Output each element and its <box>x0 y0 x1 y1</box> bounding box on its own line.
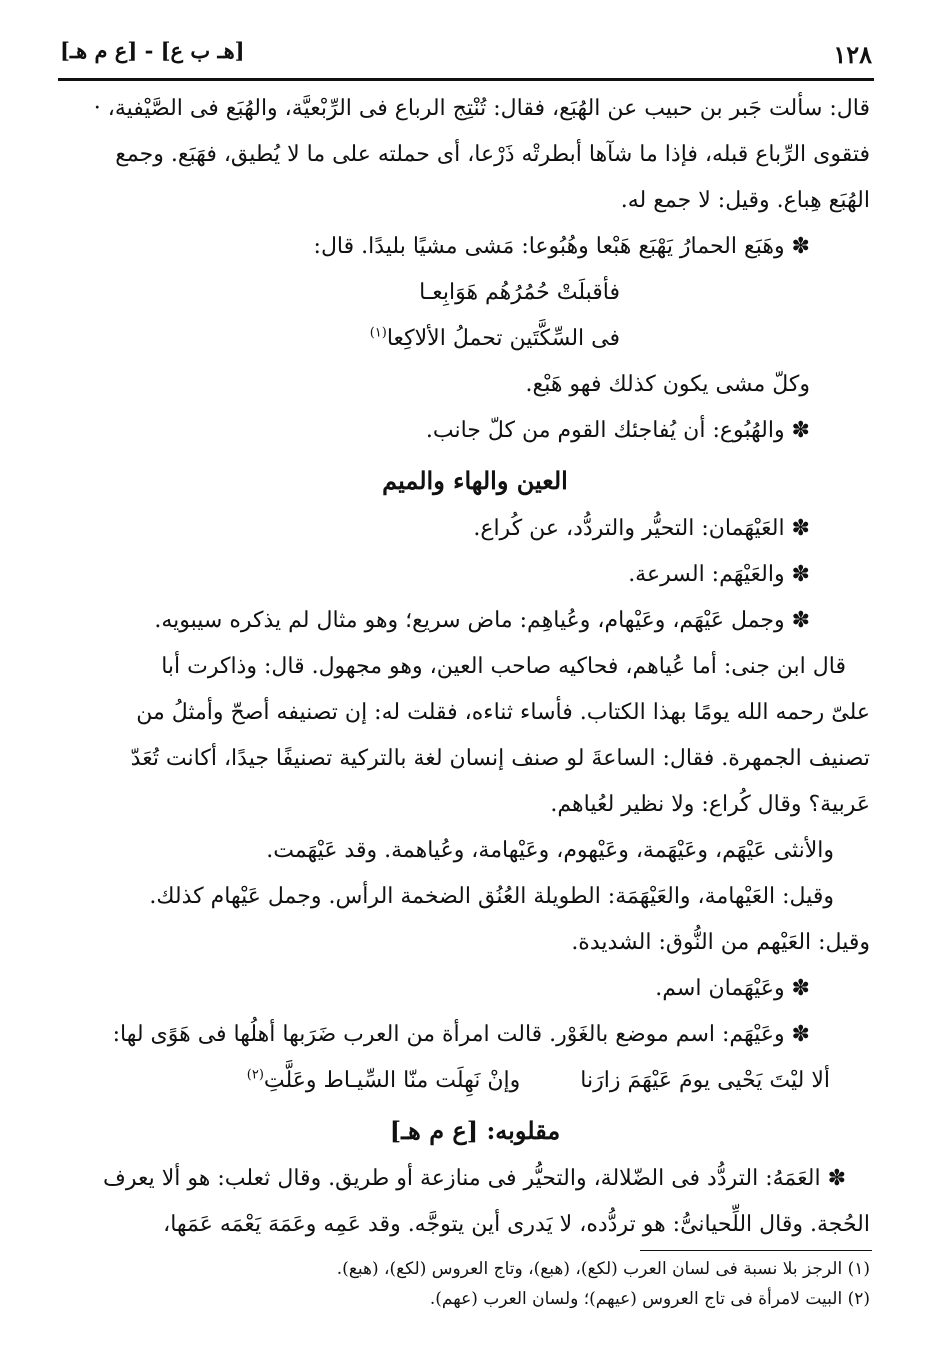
header-divider <box>58 78 874 81</box>
text-line: وقيل: العَيْهامة، والعَيْهَمَة: الطويلة العُنُق الضخمة الرأس. وجمل عَيْهام كذلك. <box>149 884 834 909</box>
text-line: عَربية؟ وقال كُراع: ولا نظير لعُياهم. <box>550 792 870 817</box>
entry-line: ✽ العَيْهَمان: التحيُّر والتردُّد، عن كُراع. <box>473 516 810 541</box>
entry-line: ✽ وجمل عَيْهَم، وعَيْهام، وعُياهِم: ماض سريع؛ وهو مثال لم يذكره سيبويه. <box>154 608 810 633</box>
text-line: وقيل: العَيْهم من النُّوق: الشديدة. <box>571 930 870 955</box>
text-line: الحُجة. وقال اللِّحيانىُّ: هو تردُّده، لا يَدرى أين يتوجَّه. وقد عَمِه وعَمَهَ يَعْمَه عَمَها، <box>163 1212 870 1237</box>
footnotes <box>80 1254 870 1314</box>
text-line: وكلّ مشى يكون كذلك فهو هَبْع. <box>525 372 810 397</box>
hemistich-first: ألا ليْتَ يَحْيى يومَ عَيْهَمَ زارَنا <box>580 1068 830 1093</box>
hemistich-text: وإنْ نَهِلَت منّا السِّيـاط وعَلَّتِ <box>263 1068 521 1093</box>
text-line: فتقوى الرِّباع قبله، فإذا ما شآها أبطرتْه ذَرْعا، أى حملته على ما لا يُطيق، فهَبَع. وجمع <box>115 142 870 167</box>
entry-line: ✽ العَمَهُ: التردُّد فى الضّلالة، والتحيُّر فى منازعة أو طريق. وقال ثعلب: هو ألا يعرف <box>103 1166 846 1191</box>
root-letters-tag: [هـ ب ع] - [ع م هـ] <box>60 38 245 63</box>
entry-line: ✽ والعَيْهَم: السرعة. <box>628 562 810 587</box>
text-line: قال ابن جنى: أما عُياهم، فحاكيه صاحب العين، وهو مجهول. قال: وذاكرت أبا <box>161 654 846 679</box>
text-line: تصنيف الجمهرة. فقال: الساعةَ لو صنف إنسان لغة بالتركية تصنيفًا جيدًا، أكانت تُعَدّ <box>130 746 870 771</box>
page-number: ١٢٨ <box>833 40 872 69</box>
text-line: قال: سألت جَبر بن حبيب عن الهُبَع، فقال: تُنْتِج الرباع فى الرِّبْعيَّة، والهُبَع فى الصَّيْفية، · <box>93 96 870 121</box>
section-heading: العين والهاء والميم <box>382 466 568 495</box>
hemistich-second <box>247 1058 521 1104</box>
entry-line: ✽ والهُبُوع: أن يُفاجئك القوم من كلّ جانب. <box>425 418 810 443</box>
entry-line: ✽ وهَبَع الحمارُ يَهْبَع هَبْعا وهُبُوعا: مَشى مشيًا بليدًا. قال: <box>313 234 810 259</box>
text-line: الهُبَع هِباع. وقيل: لا جمع له. <box>620 188 870 213</box>
verse-line <box>80 316 870 362</box>
entry-line: ✽ وعَيْهَمان اسم. <box>655 976 810 1001</box>
poetry-couplet <box>80 1058 870 1104</box>
main-text <box>80 86 870 1248</box>
verse-line: فأقبلَتْ حُمُرُهُم هَوَابِعـا <box>419 280 620 305</box>
verse-text: فى السِّكَّتَين تحملُ الألاكِعا <box>386 326 620 351</box>
text-line: والأنثى عَيْهَم، وعَيْهَمة، وعَيْهوم، وعَيْهامة، وعُياهمة. وقد عَيْهَمت. <box>266 838 834 863</box>
section-heading: مقلوبه: [ع م هـ] <box>389 1116 561 1145</box>
footnote-1: (١) الرجز بلا نسبة فى لسان العرب (لكع)، (هبع)، وتاج العروس (لكع)، (هبع). <box>336 1259 870 1279</box>
footnote-marker: (٢) <box>246 1067 264 1083</box>
footnote-marker: (١) <box>369 325 387 341</box>
footnote-2: (٢) البيت لامرأة فى تاج العروس (عيهم)؛ ولسان العرب (عهم). <box>429 1289 870 1309</box>
footnote-divider <box>640 1250 872 1251</box>
entry-line: ✽ وعَيْهَم: اسم موضع بالغَوْر. قالت امرأة من العرب ضَرَبها أهلُها فى هَوًى لها: <box>112 1022 810 1047</box>
text-line: علىّ رحمه الله يومًا بهذا الكتاب. فأساء ثناءه، فقلت له: إن تصنيفه أصحّ وأمثلُ من <box>136 700 870 725</box>
page-header <box>60 38 872 78</box>
